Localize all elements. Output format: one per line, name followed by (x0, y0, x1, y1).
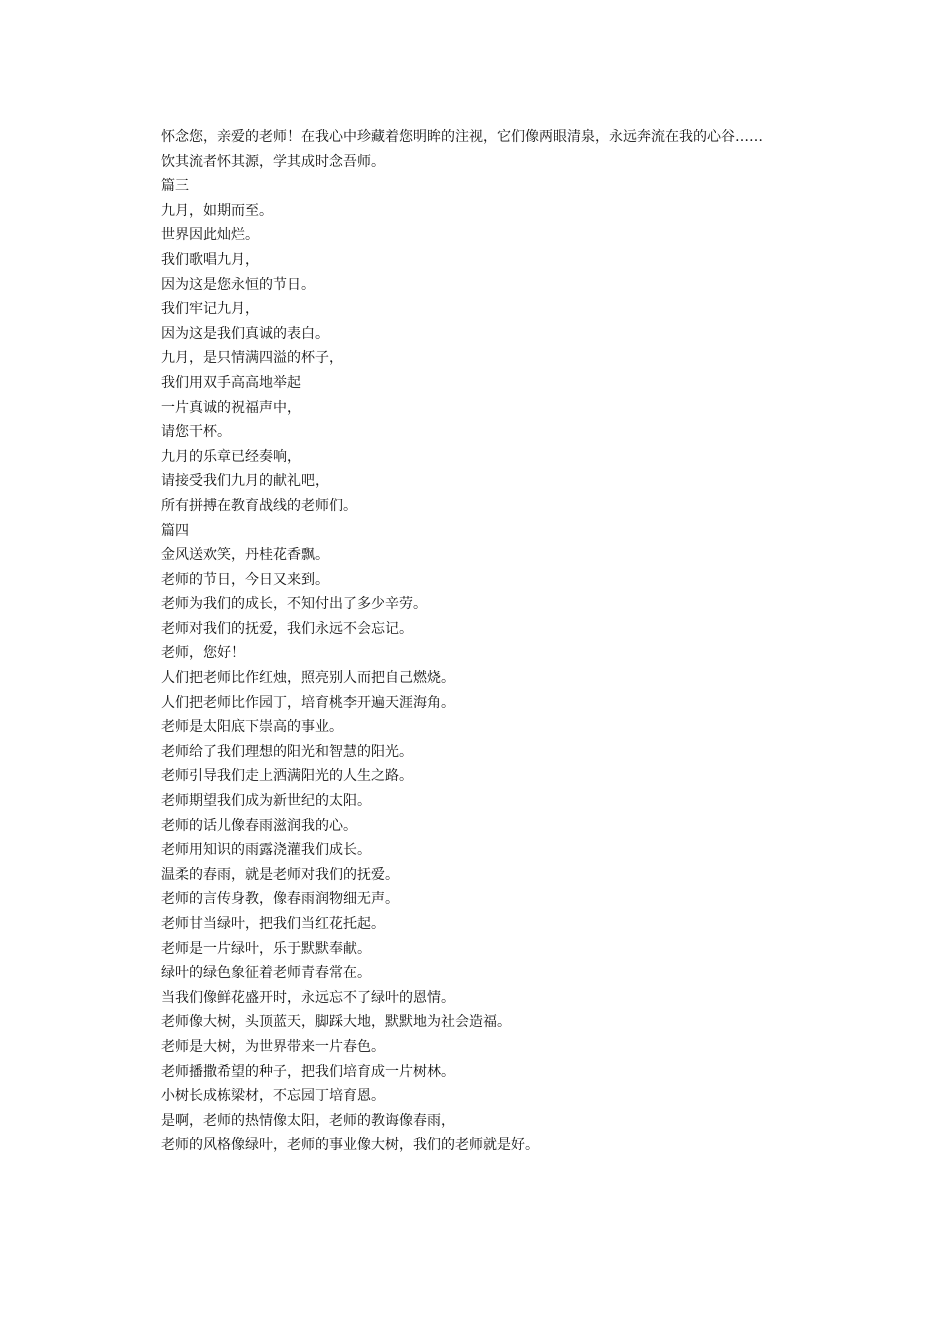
paragraph: 老师引导我们走上洒满阳光的人生之路。 (161, 768, 413, 785)
paragraph: 人们把老师比作园丁，培育桃李开遍天涯海角。 (161, 694, 455, 711)
paragraph: 请接受我们九月的献礼吧， (161, 473, 329, 490)
paragraph: 我们牢记九月， (161, 301, 259, 318)
paragraph: 老师的话儿像春雨滋润我的心。 (161, 817, 357, 834)
paragraph: 老师是一片绿叶，乐于默默奉献。 (161, 940, 371, 957)
paragraph: 老师的节日，今日又来到。 (161, 571, 329, 588)
paragraph: 因为这是我们真诚的表白。 (161, 325, 329, 342)
paragraph: 九月的乐章已经奏响， (161, 448, 301, 465)
paragraph: 所有拼搏在教育战线的老师们。 (161, 497, 357, 514)
paragraph: 九月，如期而至。 (161, 202, 273, 219)
paragraph: 饮其流者怀其源，学其成时念吾师。 (161, 153, 385, 170)
paragraph: 我们歌唱九月， (161, 251, 259, 268)
document-body (145, 125, 805, 1158)
paragraph: 当我们像鲜花盛开时，永远忘不了绿叶的恩情。 (161, 989, 455, 1006)
paragraph: 老师，您好！ (161, 645, 245, 662)
section-heading: 篇三 (161, 178, 189, 195)
paragraph: 因为这是您永恒的节日。 (161, 276, 315, 293)
paragraph: 金风送欢笑，丹桂花香飘。 (161, 547, 329, 564)
paragraph: 老师的言传身教，像春雨润物细无声。 (161, 891, 399, 908)
paragraph: 老师期望我们成为新世纪的太阳。 (161, 793, 371, 810)
paragraph: 老师给了我们理想的阳光和智慧的阳光。 (161, 743, 413, 760)
paragraph: 老师用知识的雨露浇灌我们成长。 (161, 842, 371, 859)
paragraph: 老师的风格像绿叶，老师的事业像大树，我们的老师就是好。 (161, 1137, 539, 1154)
paragraph: 小树长成栋梁材，不忘园丁培育恩。 (161, 1088, 385, 1105)
section-heading: 篇四 (161, 522, 189, 539)
paragraph: 老师对我们的抚爱，我们永远不会忘记。 (161, 620, 413, 637)
paragraph: 一片真诚的祝福声中， (161, 399, 301, 416)
paragraph: 老师像大树，头顶蓝天，脚踩大地，默默地为社会造福。 (161, 1014, 511, 1031)
paragraph: 九月，是只情满四溢的杯子， (161, 350, 343, 367)
paragraph: 世界因此灿烂。 (161, 227, 259, 244)
paragraph: 老师为我们的成长，不知付出了多少辛劳。 (161, 596, 427, 613)
paragraph: 请您干杯。 (161, 424, 231, 441)
paragraph: 老师是大树，为世界带来一片春色。 (161, 1038, 385, 1055)
paragraph: 我们用双手高高地举起 (161, 374, 301, 391)
paragraph: 人们把老师比作红烛，照亮别人而把自己燃烧。 (161, 670, 455, 687)
paragraph: 老师是太阳底下崇高的事业。 (161, 719, 343, 736)
paragraph: 绿叶的绿色象征着老师青春常在。 (161, 965, 371, 982)
paragraph: 是啊，老师的热情像太阳，老师的教诲像春雨， (161, 1112, 455, 1129)
paragraph: 怀念您，亲爱的老师！在我心中珍藏着您明眸的注视，它们像两眼清泉，永远奔流在我的心谷…… (161, 129, 763, 145)
paragraph: 温柔的春雨，就是老师对我们的抚爱。 (161, 866, 399, 883)
paragraph: 老师播撒希望的种子，把我们培育成一片树林。 (161, 1063, 455, 1080)
paragraph: 老师甘当绿叶，把我们当红花托起。 (161, 916, 385, 932)
